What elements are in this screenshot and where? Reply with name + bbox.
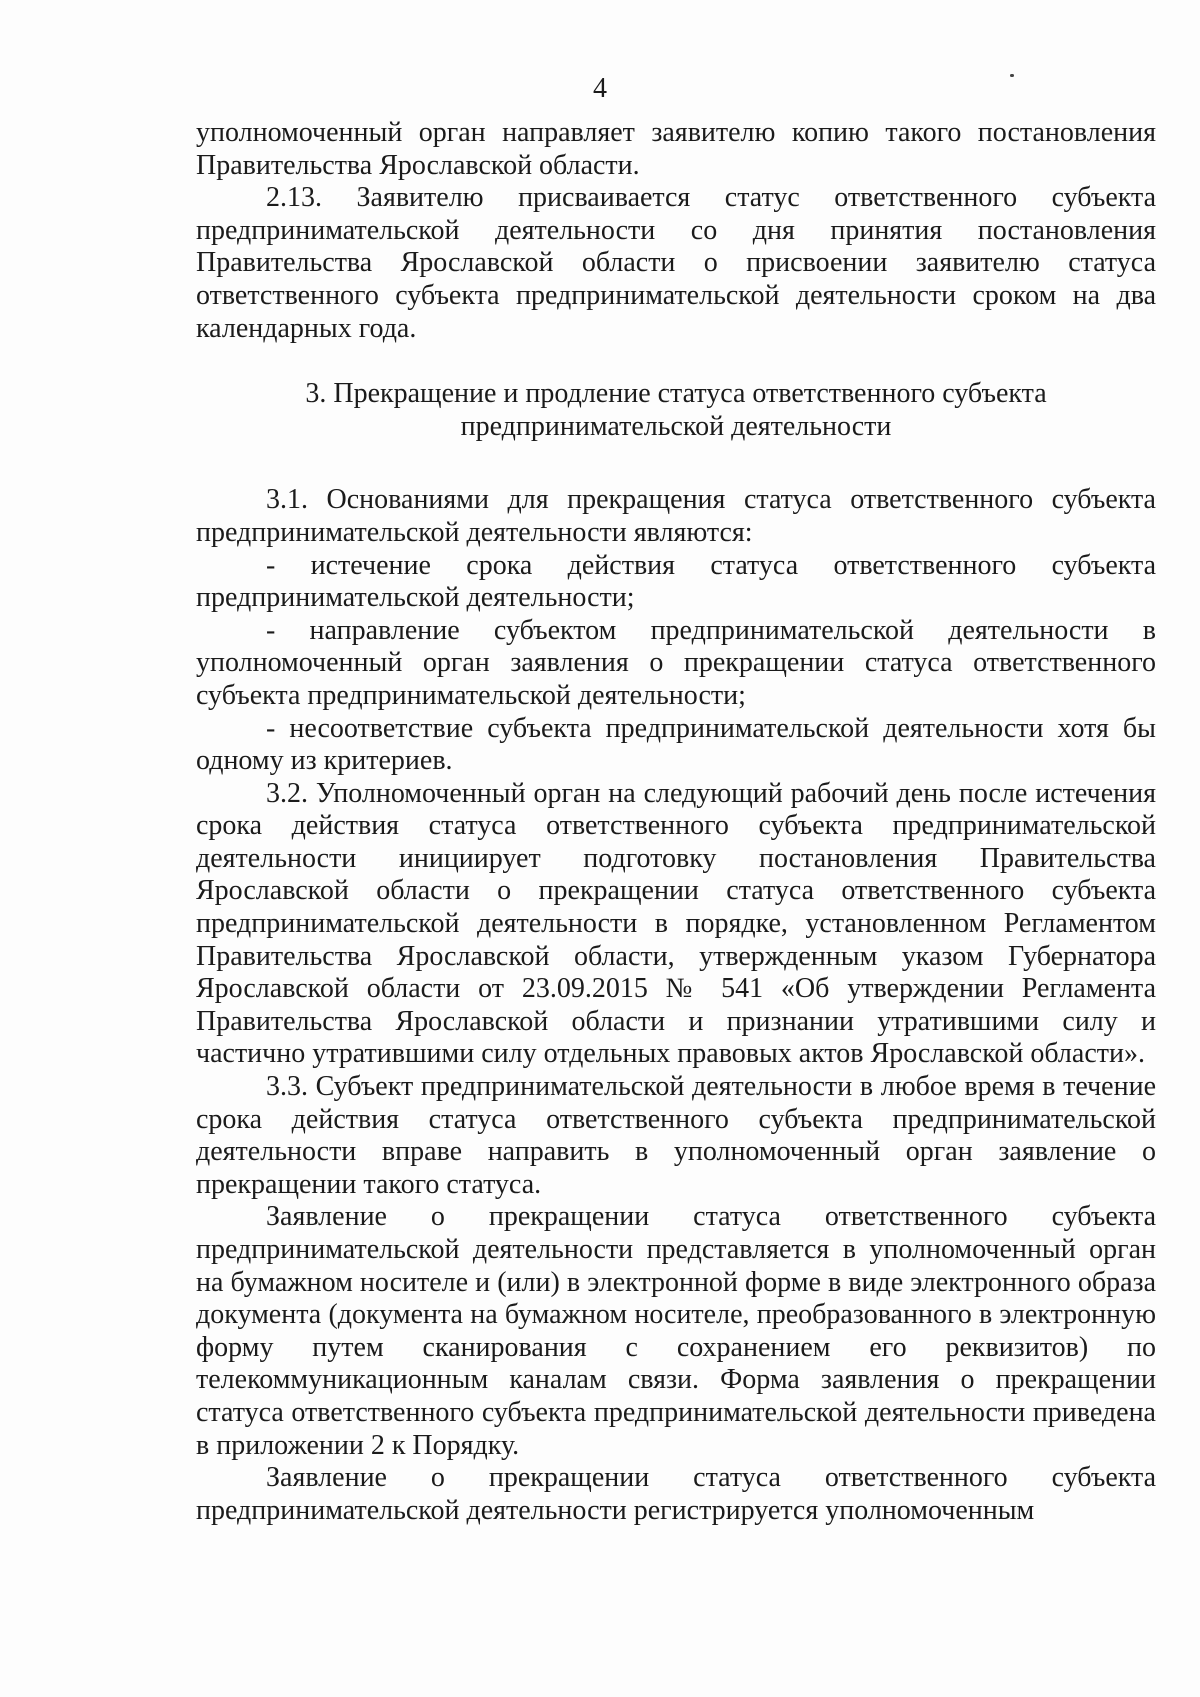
paragraph-application-submission: Заявление о прекращении статуса ответственного субъекта предпринимательской деятельности представляется в уполномоченный орган на бумажном носителе и (или) в электронной форме в виде электронного образа документа (документа на бумажном носителе, преобразованного в электронную форму путем сканирования с сохранением его реквизитов) по телекоммуникационным каналам связи. Форма заявления о прекращении статуса ответственного субъекта предпринимательской деятельности приведена в приложении 2 к Порядку. [196,1201,1156,1461]
document-body [196,117,1156,1527]
section-heading [196,378,1156,443]
section-heading-line-1: 3. Прекращение и продление статуса ответственного субъекта [305,378,1047,410]
list-item-expiry: - истечение срока действия статуса ответственного субъекта предпринимательской деятельности; [196,549,1156,614]
page-number: 4 [593,73,607,104]
section-heading-line-2: предпринимательской деятельности [460,410,892,442]
scan-speck [1010,74,1014,77]
list-item-application: - направление субъектом предпринимательской деятельности в уполномоченный орган заявления о прекращении статуса ответственного субъекта предпринимательской деятельности; [196,614,1156,711]
paragraph-3-3: 3.3. Субъект предпринимательской деятельности в любое время в течение срока действия статуса ответственного субъекта предпринимательской деятельности вправе направить в уполномоченный орган заявление о прекращении такого статуса. [196,1071,1156,1200]
paragraph-3-1: 3.1. Основаниями для прекращения статуса ответственного субъекта предпринимательской деятельности являются: [196,484,1156,548]
paragraph-application-registration: Заявление о прекращении статуса ответственного субъекта предпринимательской деятельности регистрируется уполномоченным [196,1462,1156,1526]
paragraph-continuation: уполномоченный орган направляет заявителю копию такого постановления Правительства Ярославской области. [196,117,1156,181]
paragraph-3-2: 3.2. Уполномоченный орган на следующий рабочий день после истечения срока действия статуса ответственного субъекта предпринимательской деятельности инициирует подготовку постановления Правительства Ярославской области о прекращении статуса ответственного субъекта предпринимательской деятельности в порядке, установленном Регламентом Правительства Ярославской области, утвержденным указом Губернатора Ярославской области от 23.09.2015 № 541 «Об утверждении Регламента Правительства Ярославской области и признании утратившими силу и частично утратившими силу отдельных правовых актов Ярославской области». [196,777,1156,1070]
list-item-noncompliance: - несоответствие субъекта предпринимательской деятельности хотя бы одному из критериев. [196,712,1156,777]
paragraph-2-13: 2.13. Заявителю присваивается статус ответственного субъекта предпринимательской деятельности со дня принятия постановления Правительства Ярославской области о присвоении заявителю статуса ответственного субъекта предпринимательской деятельности сроком на два календарных года. [196,182,1156,344]
